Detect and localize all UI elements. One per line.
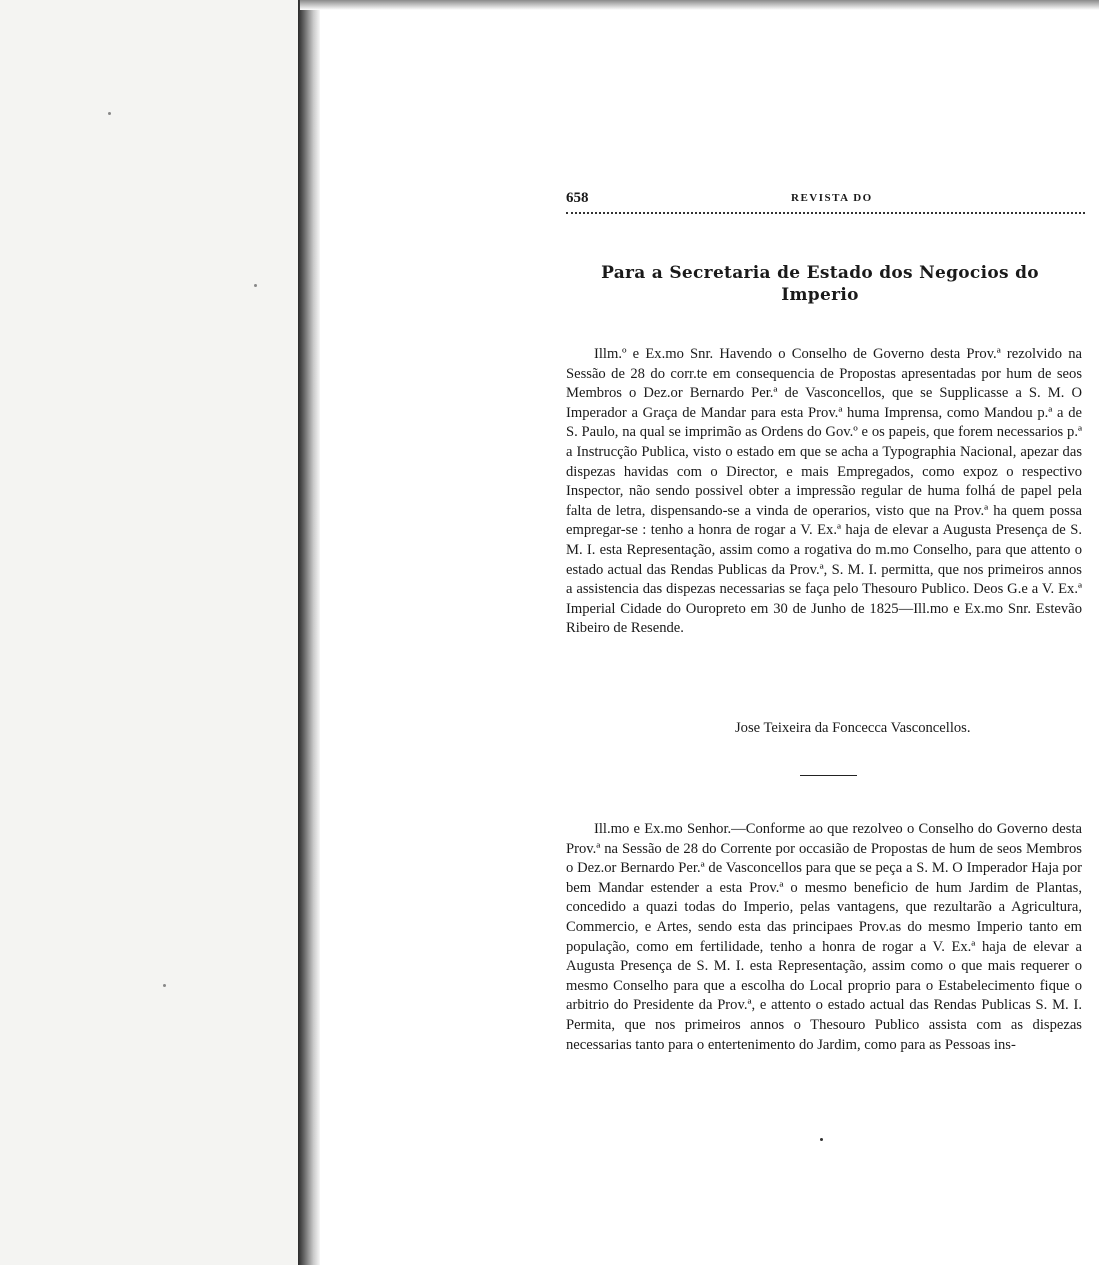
page-number: 658: [566, 190, 589, 206]
section-separator: [800, 775, 857, 776]
scan-speck: [254, 284, 257, 287]
letter-signature: Jose Teixeira da Foncecca Vasconcellos.: [735, 720, 971, 736]
left-page-margin: [0, 0, 298, 1265]
header-rule: [566, 212, 1085, 214]
scan-speck: [108, 112, 111, 115]
journal-title: REVISTA DO: [791, 192, 873, 204]
running-head: [566, 190, 1099, 212]
letter-paragraph: Ill.mo e Ex.mo Senhor.—Conforme ao que rezolveo o Conselho do Governo desta Prov.ª na Sessão de 28 do Corrente por occasião de Propostas de hum de seos Membros o Dez.or Bernardo Per.ª de Vasconcellos para que se peça a S. M. O Imperador Haja por bem Mandar estender a esta Prov.ª o mesmo beneficio de hum Jardim de Plantas, concedido a quazi todas do Imperio, pelas vantagens, que rezultarão a Agricultura, Commercio, e Artes, sendo esta das principaes Prov.as do mesmo Imperio tanto em população, como em fertilidade, tenho a honra de rogar a V. Ex.ª haja de elevar a Augusta Presença de S. M. I. esta Representação, assim como o que mais requerer o mesmo Conselho para que a escolha do Local proprio para o Estabelecimento fique o arbitrio do Presidente da Prov.ª, e attento o estado actual das Rendas Publicas S. M. I. Permita, que nos primeiros annos o Thesouro Publico assista com as dispezas necessarias tanto para o entertenimento do Jardim, como para as Pessoas ins-: [566, 821, 1082, 1053]
footer-dot: [820, 1138, 823, 1141]
section-heading: Para a Secretaria de Estado dos Negocios do Imperio: [601, 263, 1039, 305]
page-top-edge: [300, 0, 1099, 10]
scan-speck: [163, 984, 166, 987]
letter-paragraph: Illm.º e Ex.mo Snr. Havendo o Conselho de Governo desta Prov.ª rezolvido na Sessão de 28 do corr.te em consequencia de Propostas apresentadas por hum de seos Membros o Dez.or Bernardo Per.ª de Vasconcellos, que se Supplicasse a S. M. O Imperador a Graça de Mandar para esta Prov.ª huma Imprensa, como Mandou p.ª a de S. Paulo, na qual se imprimão as Ordens do Gov.º e os papeis, que forem necessarios p.ª a Instrucção Publica, visto o estado em que se acha a Typographia Nacional, apezar das dispezas havidas com o Director, e mais Empregados, como expoz o respectivo Inspector, não sendo possivel obter a impressão regular de huma folhá de papel pela falta de letra, dispensando-se a vinda de operarios, visto que na Prov.ª ha quem possa empregar-se : tenho a honra de rogar a V. Ex.ª haja de elevar a Augusta Presença de S. M. I. esta Representação, assim como a rogativa do m.mo Conselho, para que attento o estado actual das Rendas Publicas da Prov.ª, S. M. I. permitta, que nos primeiros annos a assistencia das dispezas necessarias se faça pelo Thesouro Publico. Deos G.e a V. Ex.ª Imperial Cidade do Ouropreto em 30 de Junho de 1825—Ill.mo e Ex.mo Snr. Estevão Ribeiro de Resende.: [566, 346, 1082, 637]
book-gutter-shadow: [298, 0, 320, 1265]
